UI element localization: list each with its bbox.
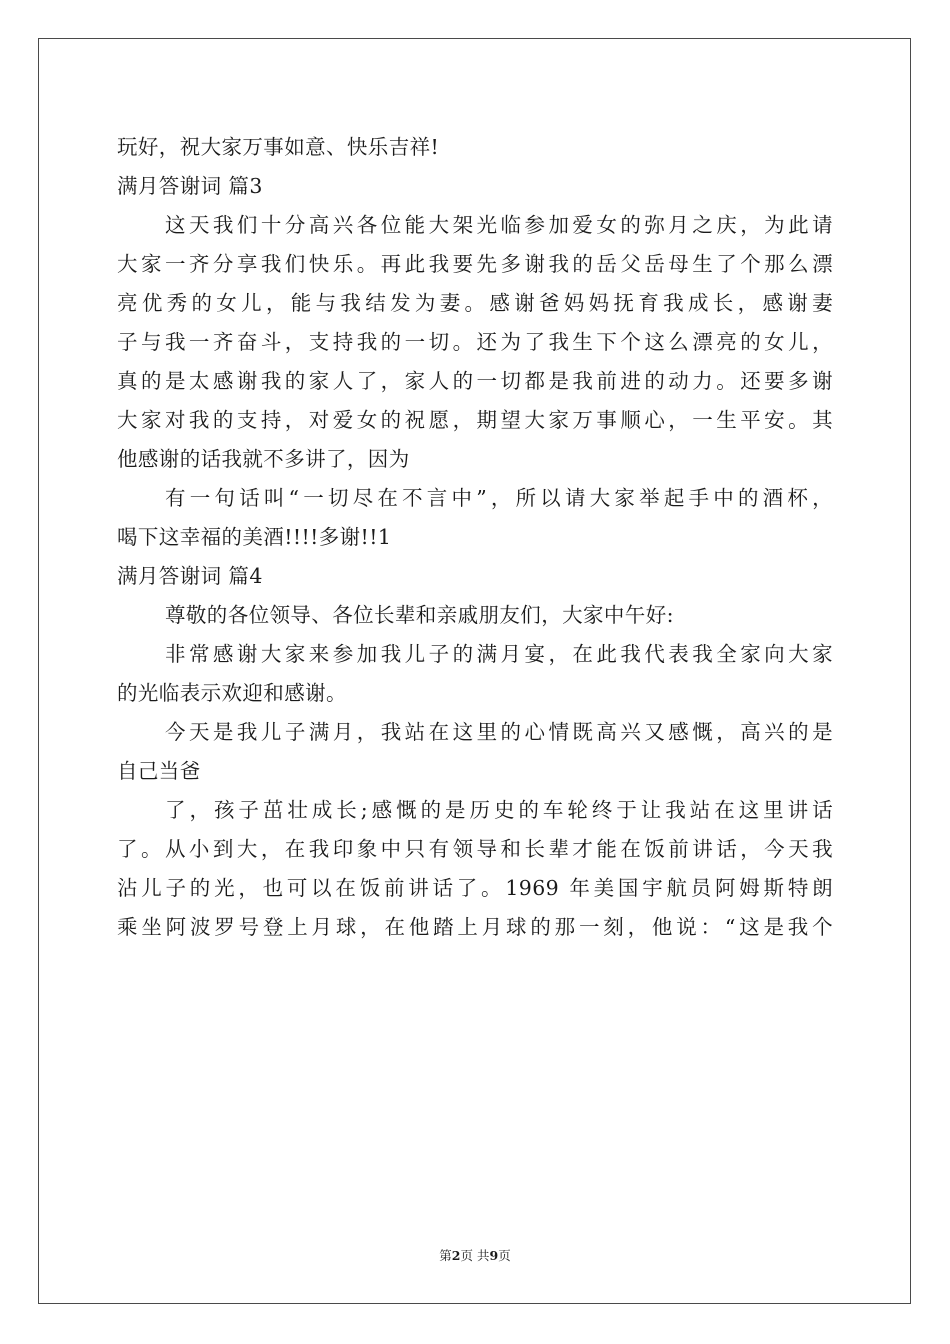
text-line: 有一句话叫“一切尽在不言中”，所以请大家举起手中的酒杯，: [165, 486, 833, 510]
text-line: 大家对我的支持，对爱女的祝愿，期望大家万事顺心，一生平安。其: [117, 408, 833, 432]
text-line: 非常感谢大家来参加我儿子的满月宴，在此我代表我全家向大家: [165, 642, 833, 666]
text-line: 他感谢的话我就不多讲了，因为: [117, 447, 410, 471]
text-line: 了。从小到大，在我印象中只有领导和长辈才能在饭前讲话，今天我: [117, 837, 833, 861]
text-line: 子与我一齐奋斗，支持我的一切。还为了我生下个这么漂亮的女儿，: [117, 330, 833, 354]
text-line: 了，孩子茁壮成长;感慨的是历史的车轮终于让我站在这里讲话: [165, 798, 833, 822]
text-line: 这天我们十分高兴各位能大架光临参加爱女的弥月之庆，为此请: [165, 213, 833, 237]
text-line: 亮优秀的女儿，能与我结发为妻。感谢爸妈妈抚育我成长，感谢妻: [117, 291, 833, 315]
text-line: 真的是太感谢我的家人了，家人的一切都是我前进的动力。还要多谢: [117, 369, 833, 393]
text-line: 的光临表示欢迎和感谢。: [117, 681, 347, 705]
footer-suffix: 页: [498, 1248, 511, 1263]
text-line: 尊敬的各位领导、各位长辈和亲戚朋友们，大家中午好:: [165, 603, 674, 627]
text-line: 自己当爸: [117, 759, 201, 783]
page-footer: [0, 1246, 950, 1264]
footer-page-number: 2: [451, 1248, 461, 1263]
footer-total-pages: 9: [489, 1248, 499, 1263]
text-line: 大家一齐分享我们快乐。再此我要先多谢我的岳父岳母生了个那么漂: [117, 252, 833, 276]
text-line: 沾儿子的光，也可以在饭前讲话了。1969 年美国宇航员阿姆斯特朗: [117, 876, 833, 900]
text-line: 今天是我儿子满月，我站在这里的心情既高兴又感慨，高兴的是: [165, 720, 833, 744]
text-line: 喝下这幸福的美酒!!!!多谢!!1: [117, 525, 392, 549]
text-line: 玩好，祝大家万事如意、快乐吉祥!: [117, 135, 440, 159]
footer-middle: 页 共: [460, 1248, 490, 1263]
text-line: 满月答谢词 篇4: [117, 564, 263, 588]
document-body: [117, 128, 833, 947]
text-line: 乘坐阿波罗号登上月球，在他踏上月球的那一刻，他说：“这是我个: [117, 915, 833, 939]
footer-prefix: 第: [439, 1248, 452, 1263]
text-line: 满月答谢词 篇3: [117, 174, 263, 198]
